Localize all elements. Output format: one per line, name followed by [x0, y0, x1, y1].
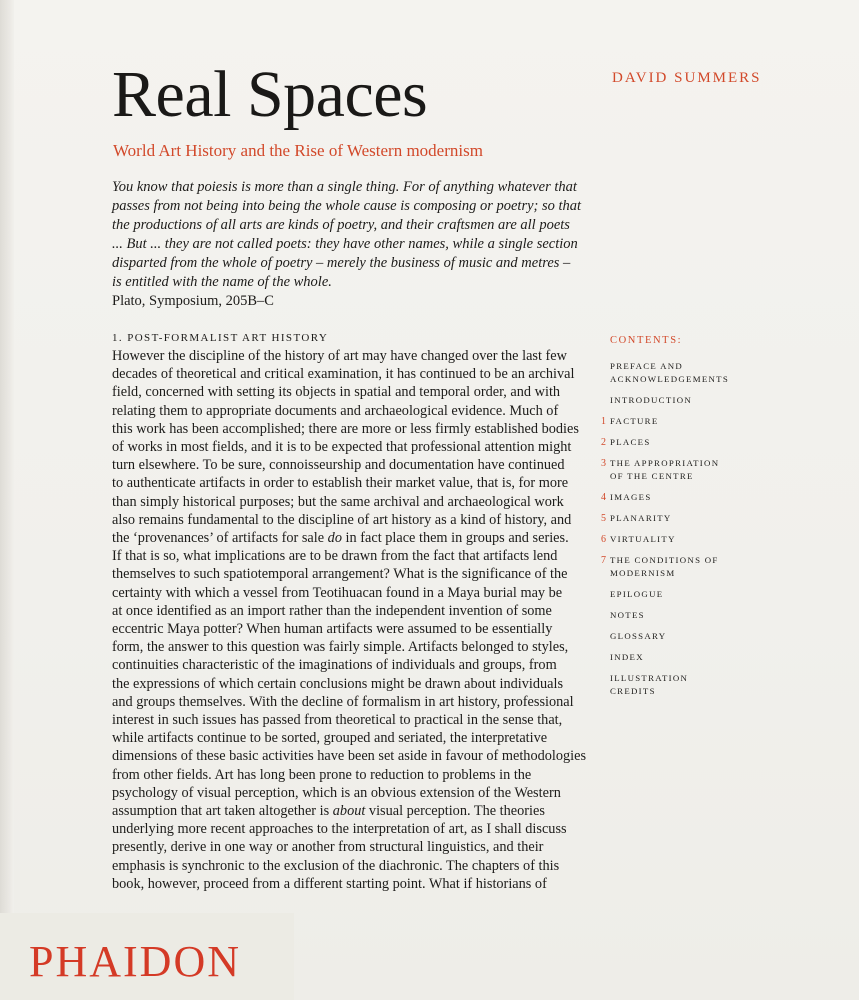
contents-item-label: IMAGES — [610, 492, 652, 502]
body-line: at once identified as an import rather than the independent invention of some — [112, 602, 552, 619]
book-title: Real Spaces — [112, 58, 428, 131]
spine-edge — [0, 0, 14, 1000]
body-section — [112, 330, 592, 893]
contents-item — [604, 394, 844, 407]
book-subtitle: World Art History and the Rise of Western modernism — [113, 141, 483, 160]
contents-item-label: INDEX — [610, 652, 644, 662]
contents-item — [601, 491, 844, 504]
section-heading: 1. POST-FORMALIST ART HISTORY — [112, 332, 329, 344]
contents-item — [604, 651, 844, 664]
contents-item — [601, 512, 844, 525]
body-line: decades of theoretical and critical examination, it has continued to be an archival — [112, 366, 575, 383]
contents-item-label: PREFACE AND — [610, 361, 684, 371]
body-line: certainty with which a vessel from Teotihuacan found in a Maya burial may be — [112, 584, 563, 601]
body-line: the ‘provenances’ of artifacts for sale do in fact place them in groups and series. — [112, 530, 569, 547]
body-line: emphasis is synchronic to the exclusion of the diachronic. The chapters of this — [112, 857, 560, 874]
contents-title: CONTENTS: — [610, 335, 683, 346]
contents-list — [601, 360, 844, 698]
body-line: relating them to appropriate documents and archaeological evidence. Much of — [112, 402, 559, 419]
body-line: presently, derive in one way or another from structural linguistics, and their — [112, 839, 544, 856]
contents-item — [601, 533, 844, 546]
publisher-logo: PHAIDON — [29, 937, 241, 986]
contents-item-number: 4 — [601, 492, 606, 503]
contents-item-number: 5 — [601, 513, 606, 524]
contents-item-label: ILLUSTRATION — [610, 673, 689, 683]
contents-item — [604, 609, 844, 622]
body-line: this work has been accomplished; there are more or less firmly established bodies — [112, 420, 579, 437]
contents-item-label: EPILOGUE — [610, 589, 664, 599]
contents-item-number: 7 — [601, 555, 606, 566]
epigraph-line: ... But ... they are not called poets: they have other names, while a single section — [112, 236, 578, 252]
contents-item-label: PLANARITY — [610, 513, 672, 523]
contents-item-label: GLOSSARY — [610, 631, 667, 641]
body-line: and groups themselves. With the decline of formalism in art history, professional — [112, 693, 574, 710]
body-line: from other fields. Art has long been prone to reduction to problems in the — [112, 766, 532, 783]
contents-item — [604, 360, 844, 386]
contents-item-label: INTRODUCTION — [610, 395, 693, 405]
body-line: than simply historical purposes; but the same archival and archaeological work — [112, 493, 564, 510]
body-line: If that is so, what implications are to be drawn from the fact that artifacts lend — [112, 548, 558, 565]
contents-item — [601, 554, 844, 580]
contents-item-label: FACTURE — [610, 416, 659, 426]
contents-item-label: PLACES — [610, 437, 651, 447]
body-line: psychology of visual perception, which is an obvious extension of the Western — [112, 784, 561, 801]
epigraph-line: disparted from the whole of poetry – merely the business of music and metres – — [112, 255, 571, 271]
body-line: underlying more recent approaches to the interpretation of art, as I shall discuss — [112, 821, 567, 838]
body-line: eccentric Maya potter? When human artifacts were assumed to be essentially — [112, 621, 553, 638]
body-line: continuities characteristic of the imaginations of individuals and groups, from — [112, 657, 557, 674]
contents-item-label: NOTES — [610, 610, 645, 620]
contents-item-label: THE APPROPRIATION — [610, 458, 720, 468]
contents-item-number: 3 — [601, 458, 606, 469]
contents-item — [604, 672, 844, 698]
body-line: the expressions of which certain conclusions might be drawn about individuals — [112, 675, 564, 692]
body-text — [112, 347, 592, 893]
epigraph-line: You know that poiesis is more than a single thing. For of anything whatever that — [112, 179, 577, 195]
epigraph-line: the productions of all arts are kinds of poetry, and their craftsmen are all poets — [112, 217, 570, 233]
epigraph-source: Plato, Symposium, 205B–C — [112, 293, 274, 309]
contents-item-number: 6 — [601, 534, 606, 545]
contents-item — [601, 436, 844, 449]
body-line: form, the answer to this question was fairly simple. Artifacts belonged to styles, — [112, 639, 569, 656]
contents-item-label: VIRTUALITY — [610, 534, 676, 544]
contents-item-label: CREDITS — [610, 686, 656, 696]
contents-item-number: 1 — [601, 416, 606, 427]
epigraph-line: is entitled with the name of the whole. — [112, 274, 332, 290]
epigraph-line: passes from not being into being the whole cause is composing or poetry; so that — [112, 198, 582, 214]
contents-item-label: MODERNISM — [610, 568, 676, 578]
body-line: to authenticate artifacts in order to establish their market value, that is, for more — [112, 475, 569, 492]
body-line: However the discipline of the history of art may have changed over the last few — [112, 348, 567, 364]
body-line: of works in most fields, and it is to be expected that professional attention might — [112, 439, 572, 456]
contents-item-label: OF THE CENTRE — [610, 471, 694, 481]
body-line: field, concerned with setting its objects in spatial and temporal order, and with — [112, 384, 561, 401]
body-line: while artifacts continue to be sorted, grouped and seriated, the interpretative — [112, 730, 548, 747]
body-line: also remains fundamental to the discipline of art history as a kind of history, and — [112, 511, 572, 528]
table-of-contents — [601, 334, 844, 706]
body-line: book, however, proceed from a different starting point. What if historians of — [112, 875, 547, 892]
body-line: interest in such issues has passed from theoretical to practical in the sense that, — [112, 712, 563, 729]
body-line: themselves to such spatiotemporal arrangement? What is the significance of the — [112, 566, 568, 583]
contents-item — [601, 457, 844, 483]
contents-item-label: ACKNOWLEDGEMENTS — [610, 374, 730, 384]
contents-item-label: THE CONDITIONS OF — [610, 555, 719, 565]
contents-item — [604, 630, 844, 643]
contents-item — [604, 588, 844, 601]
epigraph — [112, 178, 592, 311]
body-line: assumption that art taken altogether is about visual perception. The theories — [112, 803, 545, 820]
contents-item — [601, 415, 844, 428]
body-line: turn elsewhere. To be sure, connoisseurship and documentation have continued — [112, 457, 565, 474]
contents-item-number: 2 — [601, 437, 606, 448]
author-name: DAVID SUMMERS — [612, 70, 762, 86]
body-line: dimensions of these basic activities have been set aside in favour of methodologies — [112, 748, 587, 765]
